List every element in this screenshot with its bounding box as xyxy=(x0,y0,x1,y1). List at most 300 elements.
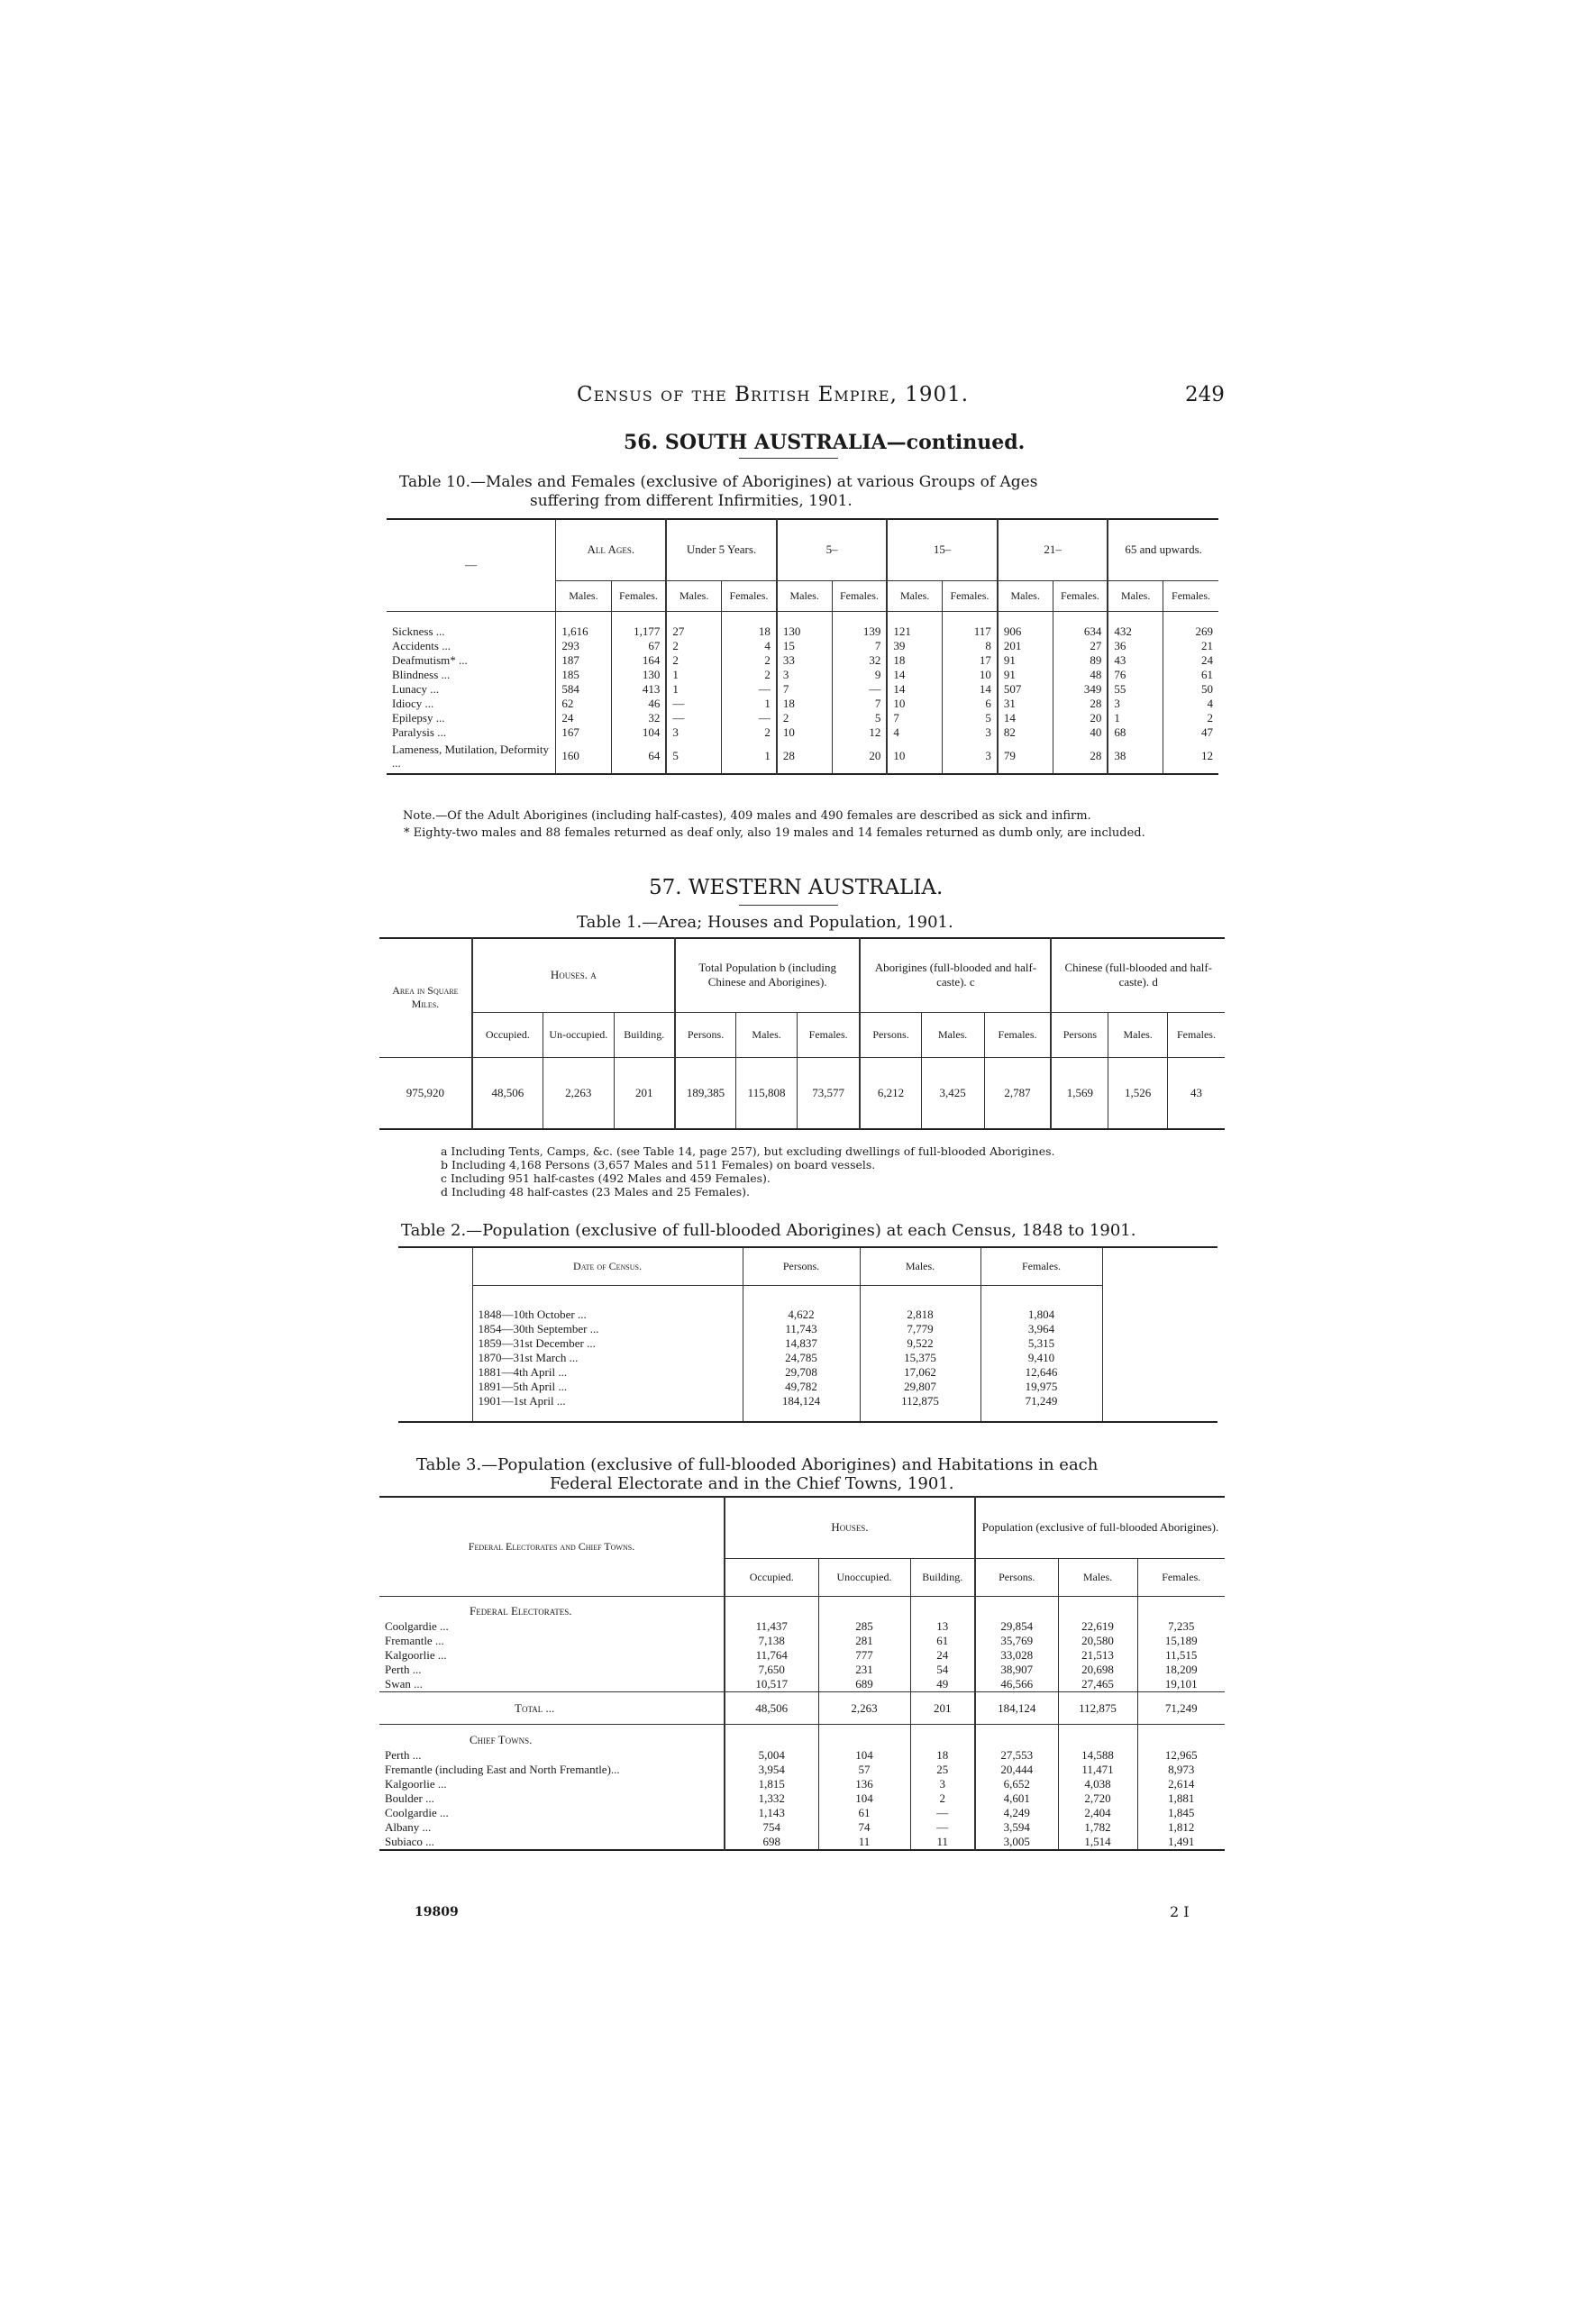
footer-print-number: 19809 xyxy=(415,1905,459,1919)
value-cell: 7 xyxy=(832,697,887,711)
table-row xyxy=(379,1791,1225,1806)
t10-sub: Females. xyxy=(1172,588,1211,602)
sub-header: Females. xyxy=(1162,1570,1201,1583)
value-cell: — xyxy=(722,682,777,697)
value-cell: 3 xyxy=(943,725,998,740)
table1-houses-group: Houses. a xyxy=(472,938,675,1012)
value-cell: 5,315 xyxy=(980,1336,1102,1351)
value-cell: 3,964 xyxy=(980,1322,1102,1336)
value-cell: 61 xyxy=(1201,667,1213,681)
value-cell: 18,209 xyxy=(1164,1663,1198,1676)
value-cell: 3 xyxy=(910,1777,975,1791)
value-cell: 48,506 xyxy=(725,1692,818,1725)
value-cell: — xyxy=(666,711,721,725)
value-cell: 1 xyxy=(666,668,721,682)
value-cell: 1 xyxy=(666,682,721,697)
value-cell: 18 xyxy=(887,653,942,668)
value-cell: 1,881 xyxy=(1168,1791,1195,1805)
value-cell: 121 xyxy=(887,611,942,639)
value-cell: 10 xyxy=(887,740,942,774)
value-cell: 5,004 xyxy=(725,1748,818,1763)
empty-cell xyxy=(1058,1596,1137,1619)
value-cell: 11,743 xyxy=(743,1322,860,1336)
note-b: b Including 4,168 Persons (3,657 Males and 511 Females) on board vessels. xyxy=(441,1158,876,1171)
spacer-cell xyxy=(398,1365,472,1380)
value-cell: 29,854 xyxy=(975,1619,1058,1634)
value-cell: 5 xyxy=(666,740,721,774)
value-cell: 8,973 xyxy=(1168,1762,1195,1776)
value-cell: 43 xyxy=(1108,653,1163,668)
value-cell: 7,650 xyxy=(725,1663,818,1677)
spacer-cell xyxy=(1102,1285,1218,1322)
value-cell: 906 xyxy=(998,611,1053,639)
value-cell: 112,875 xyxy=(1058,1692,1137,1725)
value-cell: 64 xyxy=(611,740,666,774)
value-cell: 8 xyxy=(943,639,998,653)
value-cell: 4 xyxy=(887,725,942,740)
table10-group-15: 15– xyxy=(887,519,998,580)
table3-caption-2: Federal Electorate and in the Chief Towns, 1901. xyxy=(550,1474,954,1493)
t10-sub: Males. xyxy=(998,580,1053,611)
value-cell: 50 xyxy=(1201,681,1213,696)
table10-note-1: Note.—Of the Adult Aborigines (including half-castes), 409 males and 490 females are described as sick and infirm. xyxy=(403,809,1091,823)
spacer-cell xyxy=(398,1336,472,1351)
value-cell: 160 xyxy=(556,740,611,774)
value-cell: 28 xyxy=(777,740,832,774)
table2 xyxy=(398,1246,1218,1423)
value-cell: 130 xyxy=(777,611,832,639)
value-cell: 777 xyxy=(818,1648,910,1663)
table-row xyxy=(379,1835,1225,1850)
value-cell: 19,975 xyxy=(980,1380,1102,1394)
spacer-cell xyxy=(1102,1394,1218,1422)
running-title: Census of the British Empire, 1901. xyxy=(577,383,970,406)
table-row xyxy=(379,1634,1225,1648)
t10-sub: Females. xyxy=(832,580,887,611)
table-row xyxy=(398,1322,1218,1336)
value-cell: 24,785 xyxy=(743,1351,860,1365)
table-row xyxy=(379,1677,1225,1692)
value-cell: 11,437 xyxy=(725,1619,818,1634)
value-cell: 7 xyxy=(832,639,887,653)
value-cell: 47 xyxy=(1201,725,1213,739)
table-row xyxy=(387,682,1218,697)
t2-date-header: Date of Census. xyxy=(472,1247,743,1285)
value-cell: 24 xyxy=(556,711,611,725)
spacer-cell xyxy=(1102,1322,1218,1336)
sub-header: Females. xyxy=(797,1012,860,1057)
value-cell: 1,526 xyxy=(1108,1057,1168,1129)
sub-header: Building. xyxy=(614,1012,675,1057)
value-cell: 22,619 xyxy=(1058,1619,1137,1634)
value-cell: 104 xyxy=(818,1748,910,1763)
table-row xyxy=(379,1806,1225,1820)
empty-cell xyxy=(725,1725,818,1748)
sub-header: Un-occupied. xyxy=(543,1012,614,1057)
table1 xyxy=(379,937,1225,1130)
value-cell: 4,622 xyxy=(743,1285,860,1322)
value-cell: 11 xyxy=(910,1835,975,1850)
spacer-cell xyxy=(1102,1351,1218,1365)
empty-cell xyxy=(725,1596,818,1619)
value-cell: 14,837 xyxy=(743,1336,860,1351)
value-cell: 1 xyxy=(722,740,777,774)
table1-caption: Table 1.—Area; Houses and Population, 1901. xyxy=(577,913,953,932)
note-d: d Including 48 half-castes (23 Males and 25 Females). xyxy=(441,1185,750,1199)
row-label: Boulder ... xyxy=(379,1791,725,1806)
table1-notes xyxy=(441,1144,1055,1199)
table-row xyxy=(379,1748,1225,1763)
value-cell: 11,764 xyxy=(725,1648,818,1663)
value-cell: 2 xyxy=(666,653,721,668)
t2-males-header: Males. xyxy=(860,1247,980,1285)
value-cell: 15,189 xyxy=(1164,1634,1198,1647)
table10-group-under-5: Under 5 Years. xyxy=(666,519,777,580)
value-cell: 18 xyxy=(777,697,832,711)
value-cell: 5 xyxy=(943,711,998,725)
row-label: Coolgardie ... xyxy=(379,1806,725,1820)
value-cell: 48,506 xyxy=(472,1057,543,1129)
table-row xyxy=(379,1763,1225,1777)
value-cell: 14,588 xyxy=(1058,1748,1137,1763)
value-cell: 1 xyxy=(722,697,777,711)
note-a: a Including Tents, Camps, &c. (see Table 14, page 257), but excluding dwellings of full-blooded Aborigines. xyxy=(441,1144,1055,1158)
value-cell: 7,138 xyxy=(725,1634,818,1648)
value-cell: 1,491 xyxy=(1168,1834,1195,1848)
sub-header: Building. xyxy=(910,1558,975,1596)
t10-sub: Females. xyxy=(1053,580,1108,611)
value-cell: 139 xyxy=(832,611,887,639)
value-cell: 55 xyxy=(1108,682,1163,697)
value-cell: 507 xyxy=(998,682,1053,697)
value-cell: 115,808 xyxy=(736,1057,798,1129)
value-cell: — xyxy=(832,682,887,697)
value-cell: 21 xyxy=(1201,638,1213,652)
table-row xyxy=(387,653,1218,668)
value-cell: 413 xyxy=(611,682,666,697)
row-label: Subiaco ... xyxy=(379,1835,725,1850)
value-cell: 27 xyxy=(666,611,721,639)
value-cell: 73,577 xyxy=(797,1057,860,1129)
value-cell: 4,249 xyxy=(975,1806,1058,1820)
value-cell: 27,465 xyxy=(1058,1677,1137,1692)
value-cell: 184,124 xyxy=(975,1692,1058,1725)
value-cell: 3,954 xyxy=(725,1763,818,1777)
empty-cell xyxy=(910,1596,975,1619)
group-heading-row xyxy=(379,1725,1225,1748)
t3-houses-group: Houses. xyxy=(725,1497,975,1558)
value-cell: 24 xyxy=(1201,652,1213,667)
value-cell: 12,965 xyxy=(1164,1747,1198,1762)
row-label: Deafmutism* ... xyxy=(387,653,556,668)
table-row xyxy=(387,740,1218,774)
row-label: Accidents ... xyxy=(387,639,556,653)
table3-caption-1: Table 3.—Population (exclusive of full-blooded Aborigines) and Habitations in each xyxy=(416,1455,1099,1474)
value-cell: 11 xyxy=(818,1835,910,1850)
value-cell: 13 xyxy=(910,1619,975,1634)
value-cell: 9,522 xyxy=(860,1336,980,1351)
value-cell: — xyxy=(910,1806,975,1820)
value-cell: 3 xyxy=(777,668,832,682)
table-row xyxy=(379,1648,1225,1663)
value-cell: 2 xyxy=(666,639,721,653)
row-label: Kalgoorlie ... xyxy=(379,1648,725,1663)
sub-header: Males. xyxy=(921,1012,984,1057)
value-cell: 10,517 xyxy=(725,1677,818,1692)
value-cell: 3,425 xyxy=(921,1057,984,1129)
section-56-heading: 56. SOUTH AUSTRALIA—continued. xyxy=(624,431,1026,454)
value-cell: 136 xyxy=(818,1777,910,1791)
value-cell: 71,249 xyxy=(980,1394,1102,1422)
value-cell: 25 xyxy=(910,1763,975,1777)
value-cell: 28 xyxy=(1053,740,1108,774)
value-cell: 38,907 xyxy=(975,1663,1058,1677)
sub-header: Persons. xyxy=(860,1012,921,1057)
value-cell: 91 xyxy=(998,653,1053,668)
value-cell: 17 xyxy=(943,653,998,668)
spacer-cell xyxy=(1102,1365,1218,1380)
value-cell: 5 xyxy=(832,711,887,725)
section-57-heading: 57. WESTERN AUSTRALIA. xyxy=(649,876,944,899)
value-cell: 1,804 xyxy=(980,1285,1102,1322)
table10-group-21: 21– xyxy=(998,519,1108,580)
value-cell: 187 xyxy=(556,653,611,668)
table-row xyxy=(398,1336,1218,1351)
value-cell: 1,569 xyxy=(1051,1057,1108,1129)
value-cell: 20 xyxy=(832,740,887,774)
value-cell: 12 xyxy=(832,725,887,740)
row-label: 1891—5th April ... xyxy=(472,1380,743,1394)
empty-cell xyxy=(818,1725,910,1748)
value-cell: 1,782 xyxy=(1058,1820,1137,1835)
table-row xyxy=(387,611,1218,639)
table1-aborigines-group: Aborigines (full-blooded and half-caste). c xyxy=(860,938,1051,1012)
value-cell: 104 xyxy=(818,1791,910,1806)
value-cell: 231 xyxy=(818,1663,910,1677)
table10-corner: — xyxy=(387,519,556,611)
table10-group-5: 5– xyxy=(777,519,888,580)
t10-sub: Males. xyxy=(666,580,721,611)
value-cell: 185 xyxy=(556,668,611,682)
row-label: 1854—30th September ... xyxy=(472,1322,743,1336)
value-cell: 7 xyxy=(777,682,832,697)
table-row xyxy=(379,1619,1225,1634)
row-label: Coolgardie ... xyxy=(379,1619,725,1634)
value-cell: 164 xyxy=(611,653,666,668)
sub-header: Occupied. xyxy=(472,1012,543,1057)
value-cell: 9 xyxy=(832,668,887,682)
value-cell: 71,249 xyxy=(1137,1692,1225,1725)
value-cell: 3,005 xyxy=(975,1835,1058,1850)
value-cell: 1,332 xyxy=(725,1791,818,1806)
row-label: 1881—4th April ... xyxy=(472,1365,743,1380)
table1-total-group: Total Population b (including Chinese and Aborigines). xyxy=(675,938,860,1012)
spacer-cell xyxy=(1102,1380,1218,1394)
value-cell: 1,845 xyxy=(1168,1805,1195,1819)
t2-spacer xyxy=(398,1247,472,1285)
value-cell: 281 xyxy=(818,1634,910,1648)
row-label: Idiocy ... xyxy=(387,697,556,711)
value-cell: 14 xyxy=(887,668,942,682)
value-cell: 117 xyxy=(943,611,998,639)
value-cell: 33 xyxy=(777,653,832,668)
value-cell: 19,101 xyxy=(1164,1677,1198,1691)
table1-chinese-group: Chinese (full-blooded and half-caste). d xyxy=(1051,938,1225,1012)
row-label: Sickness ... xyxy=(387,611,556,639)
value-cell: 18 xyxy=(722,611,777,639)
value-cell: 20,444 xyxy=(975,1763,1058,1777)
row-label: Lunacy ... xyxy=(387,682,556,697)
row-label: 1870—31st March ... xyxy=(472,1351,743,1365)
value-cell: 54 xyxy=(910,1663,975,1677)
table-row xyxy=(398,1380,1218,1394)
group-heading: Chief Towns. xyxy=(379,1725,725,1748)
value-cell: 975,920 xyxy=(379,1057,472,1129)
value-cell: 76 xyxy=(1108,668,1163,682)
value-cell: 21,513 xyxy=(1058,1648,1137,1663)
value-cell: 68 xyxy=(1108,725,1163,740)
value-cell: 4 xyxy=(722,639,777,653)
table10-caption-2: suffering from different Infirmities, 1901. xyxy=(530,492,853,510)
value-cell: 2 xyxy=(777,711,832,725)
value-cell: 201 xyxy=(910,1692,975,1725)
value-cell: 31 xyxy=(998,697,1053,711)
row-label: Perth ... xyxy=(379,1663,725,1677)
value-cell: 189,385 xyxy=(675,1057,736,1129)
value-cell: 201 xyxy=(998,639,1053,653)
value-cell: 49,782 xyxy=(743,1380,860,1394)
value-cell: 201 xyxy=(614,1057,675,1129)
value-cell: 10 xyxy=(777,725,832,740)
row-label: Swan ... xyxy=(379,1677,725,1692)
value-cell: 12,646 xyxy=(980,1365,1102,1380)
value-cell: 7,779 xyxy=(860,1322,980,1336)
empty-cell xyxy=(975,1596,1058,1619)
t10-sub: Males. xyxy=(556,580,611,611)
row-label: Kalgoorlie ... xyxy=(379,1777,725,1791)
value-cell: 9,410 xyxy=(980,1351,1102,1365)
sub-header: Occupied. xyxy=(725,1558,818,1596)
value-cell: 14 xyxy=(887,682,942,697)
value-cell: 285 xyxy=(818,1619,910,1634)
table-row xyxy=(379,1663,1225,1677)
t3-label-header: Federal Electorates and Chief Towns. xyxy=(379,1497,725,1596)
value-cell: — xyxy=(666,697,721,711)
row-label: Blindness ... xyxy=(387,668,556,682)
spacer-cell xyxy=(398,1380,472,1394)
value-cell: 112,875 xyxy=(860,1394,980,1422)
value-cell: 17,062 xyxy=(860,1365,980,1380)
row-label: Total ... xyxy=(379,1692,725,1725)
value-cell: 40 xyxy=(1053,725,1108,740)
value-cell: 1,616 xyxy=(556,611,611,639)
value-cell: 1,177 xyxy=(611,611,666,639)
spacer-cell xyxy=(1102,1336,1218,1351)
table-row xyxy=(387,668,1218,682)
value-cell: 62 xyxy=(556,697,611,711)
table-row xyxy=(398,1285,1218,1322)
sub-header: Persons. xyxy=(975,1558,1058,1596)
value-cell: 2,614 xyxy=(1168,1776,1195,1791)
table-row xyxy=(387,711,1218,725)
value-cell: 7,235 xyxy=(1168,1619,1195,1633)
value-cell: 698 xyxy=(725,1835,818,1850)
value-cell: 269 xyxy=(1195,624,1213,638)
sub-header: Males. xyxy=(736,1012,798,1057)
value-cell: 61 xyxy=(818,1806,910,1820)
value-cell: 130 xyxy=(611,668,666,682)
t2-persons-header: Persons. xyxy=(743,1247,860,1285)
value-cell: 1 xyxy=(1108,711,1163,725)
value-cell: 39 xyxy=(887,639,942,653)
spacer-cell xyxy=(398,1351,472,1365)
value-cell: 2 xyxy=(722,668,777,682)
group-heading-row xyxy=(379,1596,1225,1619)
empty-cell xyxy=(818,1596,910,1619)
row-label: 1901—1st April ... xyxy=(472,1394,743,1422)
t10-sub: Females. xyxy=(943,580,998,611)
value-cell: 32 xyxy=(832,653,887,668)
value-cell: 2 xyxy=(722,725,777,740)
value-cell: 14 xyxy=(998,711,1053,725)
value-cell: 689 xyxy=(818,1677,910,1692)
sub-header: Males. xyxy=(1108,1012,1168,1057)
value-cell: 67 xyxy=(611,639,666,653)
value-cell: 7 xyxy=(887,711,942,725)
table2-caption: Table 2.—Population (exclusive of full-blooded Aborigines) at each Census, 1848 to 1901. xyxy=(401,1221,1136,1240)
total-row xyxy=(379,1692,1225,1725)
table-row xyxy=(387,725,1218,740)
table-row xyxy=(398,1394,1218,1422)
empty-cell xyxy=(1137,1725,1225,1748)
page-number: 249 xyxy=(1185,383,1225,406)
table10 xyxy=(387,518,1218,775)
table1-area-header: Area in Square Miles. xyxy=(379,938,472,1057)
table-row xyxy=(379,1777,1225,1791)
value-cell: 3 xyxy=(1108,697,1163,711)
t2-spacer xyxy=(1102,1247,1218,1285)
value-cell: 49 xyxy=(910,1677,975,1692)
row-label: Albany ... xyxy=(379,1820,725,1835)
value-cell: 61 xyxy=(910,1634,975,1648)
value-cell: 18 xyxy=(910,1748,975,1763)
row-label: Fremantle (including East and North Fremantle)... xyxy=(379,1763,725,1777)
value-cell: 10 xyxy=(943,668,998,682)
value-cell: 3,594 xyxy=(975,1820,1058,1835)
value-cell: 2 xyxy=(910,1791,975,1806)
value-cell: 36 xyxy=(1108,639,1163,653)
table3 xyxy=(379,1496,1225,1851)
sub-header: Males. xyxy=(1058,1558,1137,1596)
value-cell: 1,812 xyxy=(1168,1819,1195,1834)
row-label: Lameness, Mutilation, Deformity ... xyxy=(387,740,556,774)
table-row xyxy=(379,1820,1225,1835)
rule-56 xyxy=(739,458,838,459)
value-cell: 6,652 xyxy=(975,1777,1058,1791)
footer-signature: 2 I xyxy=(1170,1903,1190,1920)
value-cell: 12 xyxy=(1201,749,1213,762)
sub-header: Females. xyxy=(984,1012,1051,1057)
value-cell: 2,720 xyxy=(1058,1791,1137,1806)
value-cell: 4,601 xyxy=(975,1791,1058,1806)
value-cell: 754 xyxy=(725,1820,818,1835)
table-row xyxy=(398,1351,1218,1365)
sub-header: Unoccupied. xyxy=(818,1558,910,1596)
value-cell: 6,212 xyxy=(860,1057,921,1129)
value-cell: — xyxy=(722,711,777,725)
empty-cell xyxy=(1058,1725,1137,1748)
value-cell: 15 xyxy=(777,639,832,653)
